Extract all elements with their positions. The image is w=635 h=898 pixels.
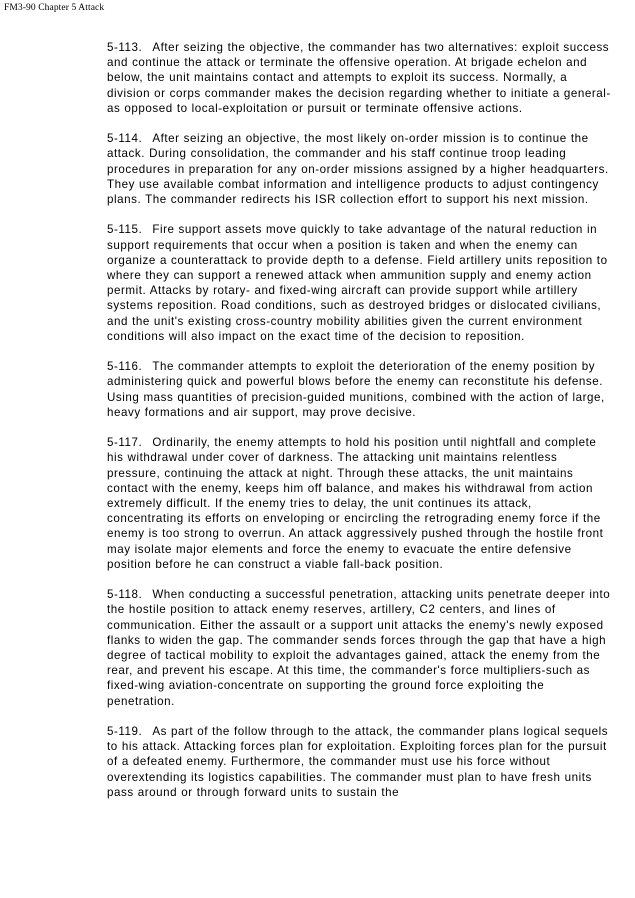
paragraph-text: After seizing an objective, the most likely on-order mission is to continue the attack. During consolidation, the commander and his staff continue troop leading procedures in preparation for any on-order missions assigned by a higher headquarters. They use available combat information and intelligence products to adjust contingency plans. The commander redirects his ISR collection effort to support his next mission. [107, 132, 609, 207]
paragraph-number: 5-113. [107, 41, 143, 54]
paragraph-text: After seizing the objective, the commander has two alternatives: exploit success and continue the attack or terminate the offensive operation. At brigade echelon and below, the unit maintains contact and attempts to exploit its success. Normally, a division or corps commander makes the decision regarding whether to initiate a general-as opposed to local-exploitation or pursuit or terminate offensive actions. [107, 41, 611, 115]
paragraph-5-115 [107, 222, 612, 344]
paragraph-5-118 [107, 587, 612, 709]
paragraph-text: When conducting a successful penetration, attacking units penetrate deeper into the hostile position to attack enemy reserves, artillery, C2 centers, and lines of communication. Either the assault or a support unit attacks the enemy's newly exposed flanks to widen the gap. The commander sends forces through the gap that have a high degree of tactical mobility to exploit the advantages gained, attack the enemy from the rear, and prevent his escape. At this time, the commander's force multipliers-such as fixed-wing aviation-concentrate on supporting the ground force exploiting the penetration. [107, 588, 611, 708]
paragraph-number: 5-118. [107, 588, 143, 602]
paragraph-5-114 [107, 131, 612, 207]
paragraph-number: 5-116. [107, 360, 143, 374]
paragraph-number: 5-119. [107, 725, 143, 739]
paragraph-5-113 [107, 40, 612, 116]
running-header: FM3-90 Chapter 5 Attack [4, 3, 105, 13]
paragraph-text: As part of the follow through to the attack, the commander plans logical sequels to his attack. Attacking forces plan for exploitation. Exploiting forces plan for the pursuit of a defeated enemy. Furthermore, the commander must use his force without overextending its logistics capabilities. The commander must plan to have fresh units pass around or through forward units to sustain the [107, 725, 609, 799]
paragraph-text: Ordinarily, the enemy attempts to hold his position until nightfall and complete his withdrawal under cover of darkness. The attacking unit maintains relentless pressure, continuing the attack at night. Through these attacks, the unit maintains contact with the enemy, keeps him off balance, and makes his withdrawal from action extremely difficult. If the enemy tries to delay, the unit continues its attack, concentrating its efforts on enveloping or encircling the retrograding enemy force if the enemy is too strong to overrun. An attack aggressively pushed through the hostile front may isolate major elements and force the enemy to evacuate the entire defensive position before he can construct a viable fall-back position. [107, 436, 604, 571]
document-body [107, 40, 612, 800]
paragraph-text: Fire support assets move quickly to take advantage of the natural reduction in support requirements that occur when a position is taken and when the enemy can organize a counterattack to provide depth to a defense. Field artillery units reposition to where they can support a renewed attack when ammunition supply and enemy action permit. Attacks by rotary- and fixed-wing aircraft can provide support while artillery systems reposition. Road conditions, such as destroyed bridges or dislocated civilians, and the unit's existing cross-country mobility abilities given the current environment conditions will also impact on the exact time of the decision to reposition. [107, 223, 608, 343]
paragraph-text: The commander attempts to exploit the deterioration of the enemy position by administering quick and powerful blows before the enemy can reconstitute his defense. Using mass quantities of precision-guided munitions, combined with the action of large, heavy formations and air support, may prove decisive. [107, 360, 605, 419]
paragraph-5-117 [107, 435, 612, 572]
paragraph-number: 5-117. [107, 436, 143, 450]
paragraph-5-119 [107, 724, 612, 800]
paragraph-number: 5-114. [107, 132, 143, 146]
paragraph-number: 5-115. [107, 223, 143, 237]
paragraph-5-116 [107, 359, 612, 420]
